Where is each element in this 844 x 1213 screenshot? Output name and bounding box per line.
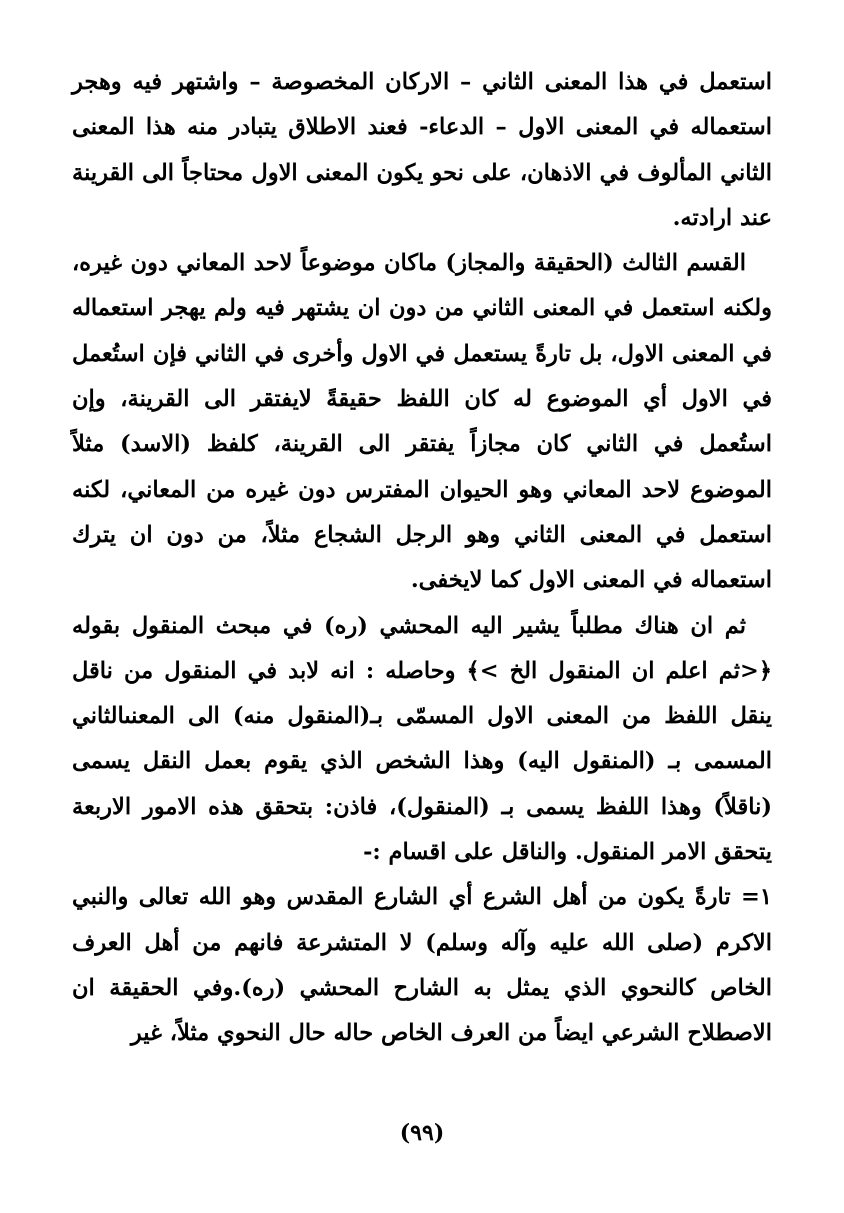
paragraph-continuation: استعمل في هذا المعنى الثاني – الاركان المخصوصة – واشتهر فيه وهجر استعماله في المعنى الاول – الدعاء- فعند الاطلاق يتبادر منه هذا المعنى الثاني المألوف في الاذهان، على نحو يكون المعنى الاول محتاجاً الى القرينة عند ارادته. (72, 69, 772, 231)
paragraph-transferred-term: ثم ان هناك مطلباً يشير اليه المحشي (ره) في مبحث المنقول بقوله ﴿<ثم اعلم ان المنقول الخ >﴾ وحاصله : انه لابد في المنقول من ناقل ينقل اللفظ من المعنى الاول المسمّى بـ(المنقول منه) الى المعنىالثاني المسمى بـ (المنقول اليه) وهذا الشخص الذي يقوم بعمل النقل يسمى (ناقلاً) وهذا اللفظ يسمى بـ (المنقول)، فاذن: بتحقق هذه الامور الاربعة يتحقق الامر المنقول. والناقل على اقسام :- (72, 612, 772, 866)
page-number: (٩٩) (399, 1120, 445, 1146)
paragraph-third-section: القسم الثالث (الحقيقة والمجاز) ماكان موضوعاً لاحد المعاني دون غيره، ولكنه استعمل في المعنى الثاني من دون ان يشتهر فيه ولم يهجر استعماله في المعنى الاول، بل تارةً يستعمل في الاول وأخرى في الثاني فإن استُعمل في الاول أي الموضوع له كان اللفظ حقيقةً لايفتقر الى القرينة، وإن استُعمل في الثاني كان مجازاً يفتقر الى القرينة، كلفظ (الاسد) مثلاً الموضوع لاحد المعاني وهو الحيوان المفترس دون غيره من المعاني، لكنه استعمل في المعنى الثاني وهو الرجل الشجاع مثلاً، من دون ان يترك استعماله في المعنى الاول كما لايخفى. (72, 250, 772, 594)
paragraph-first-type: ١= تارةً يكون من أهل الشرع أي الشارع المقدس وهو الله تعالى والنبي الاكرم (صلى الله عليه وآله وسلم) لا المتشرعة فانهم من أهل العرف الخاص كالنحوي الذي يمثل به الشارح المحشي (ره).وفي الحقيقة ان الاصطلاح الشرعي ايضاً من العرف الخاص حاله حال النحوي مثلاً، غير (72, 884, 772, 1047)
body-text (72, 60, 772, 1057)
